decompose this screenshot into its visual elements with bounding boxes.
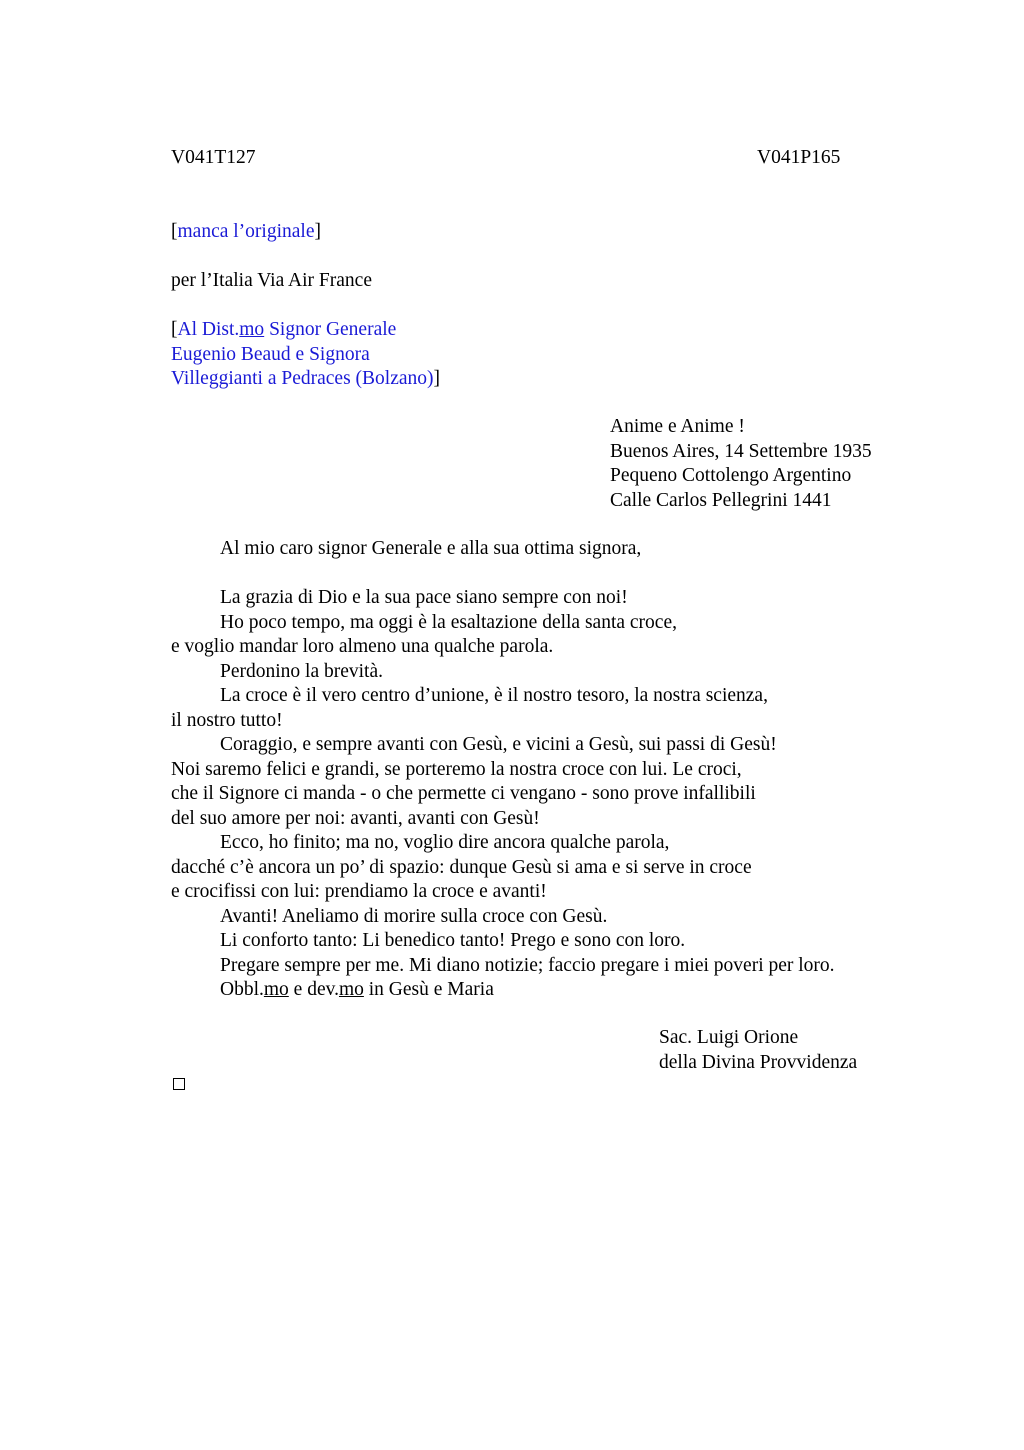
dateline-line: Pequeno Cottolengo Argentino bbox=[610, 465, 852, 486]
body-line: che il Signore ci manda - o che permette ci vengano - sono prove infallibili bbox=[171, 783, 756, 804]
signature-line: Sac. Luigi Orione bbox=[659, 1027, 799, 1048]
address-line-1-abbrev: mo bbox=[239, 319, 265, 340]
body-line: e voglio mandar loro almeno una qualche parola. bbox=[171, 636, 554, 657]
body-line: e crocifissi con lui: prendiamo la croce e avanti! bbox=[171, 881, 547, 902]
address-line-1-b: Signor Generale bbox=[264, 319, 397, 340]
bracket-open: [ bbox=[171, 319, 178, 340]
body-line: Ho poco tempo, ma oggi è la esaltazione della santa croce, bbox=[220, 611, 677, 633]
address-line-1 bbox=[171, 318, 440, 343]
end-marker-square bbox=[173, 1078, 185, 1090]
closing-c: in Gesù e Maria bbox=[363, 979, 494, 1000]
closing-abbrev-1: mo bbox=[263, 979, 289, 1000]
document-code-left: V041T127 bbox=[171, 147, 256, 168]
salutation: Al mio caro signor Generale e alla sua ottima signora, bbox=[220, 538, 642, 559]
missing-original-note: manca l’originale bbox=[177, 221, 315, 242]
body-line: La croce è il vero centro d’unione, è il nostro tesoro, la nostra scienza, bbox=[220, 685, 768, 706]
body-line: Li conforto tanto: Li benedico tanto! Prego e sono con loro. bbox=[220, 930, 686, 951]
address-line-2: Eugenio Beaud e Signora bbox=[171, 343, 370, 365]
dateline-line: Anime e Anime ! bbox=[610, 416, 745, 437]
dateline-line: Calle Carlos Pellegrini 1441 bbox=[610, 489, 832, 511]
address-line-1-a: Al Dist. bbox=[177, 319, 240, 340]
address-block bbox=[171, 318, 440, 392]
body-line: Pregare sempre per me. Mi diano notizie; faccio pregare i miei poveri per loro. bbox=[220, 954, 835, 976]
body-line: il nostro tutto! bbox=[171, 709, 283, 731]
editorial-note bbox=[171, 220, 321, 245]
closing-line bbox=[171, 978, 835, 1003]
closing-b: e dev. bbox=[288, 979, 339, 1000]
body-line: Noi saremo felici e grandi, se porteremo la nostra croce con lui. Le croci, bbox=[171, 758, 742, 780]
letter-body bbox=[171, 586, 835, 1003]
closing-abbrev-2: mo bbox=[338, 979, 364, 1000]
body-line: dacché c’è ancora un po’ di spazio: dunque Gesù si ama e si serve in croce bbox=[171, 856, 752, 878]
document-code-right: V041P165 bbox=[757, 147, 841, 168]
dateline-line: Buenos Aires, 14 Settembre 1935 bbox=[610, 440, 872, 462]
bracket-close: ] bbox=[314, 221, 321, 242]
address-line-3-text: Villeggianti a Pedraces (Bolzano) bbox=[171, 368, 434, 389]
delivery-line: per l’Italia Via Air France bbox=[171, 270, 372, 291]
body-line: Perdonino la brevità. bbox=[220, 660, 383, 682]
body-line: Coraggio, e sempre avanti con Gesù, e vicini a Gesù, sui passi di Gesù! bbox=[220, 734, 777, 755]
closing-a: Obbl. bbox=[220, 979, 264, 1000]
signature-block bbox=[659, 1026, 857, 1075]
body-line: La grazia di Dio e la sua pace siano sempre con noi! bbox=[220, 587, 628, 608]
bracket-close: ] bbox=[433, 368, 441, 389]
body-line: Avanti! Aneliamo di morire sulla croce con Gesù. bbox=[220, 905, 608, 927]
dateline-block bbox=[610, 415, 872, 513]
body-line: del suo amore per noi: avanti, avanti con Gesù! bbox=[171, 807, 540, 829]
signature-line: della Divina Provvidenza bbox=[659, 1051, 858, 1073]
address-line-3 bbox=[171, 367, 440, 392]
body-line: Ecco, ho finito; ma no, voglio dire ancora qualche parola, bbox=[220, 832, 670, 853]
bracket-open: [ bbox=[171, 221, 178, 242]
